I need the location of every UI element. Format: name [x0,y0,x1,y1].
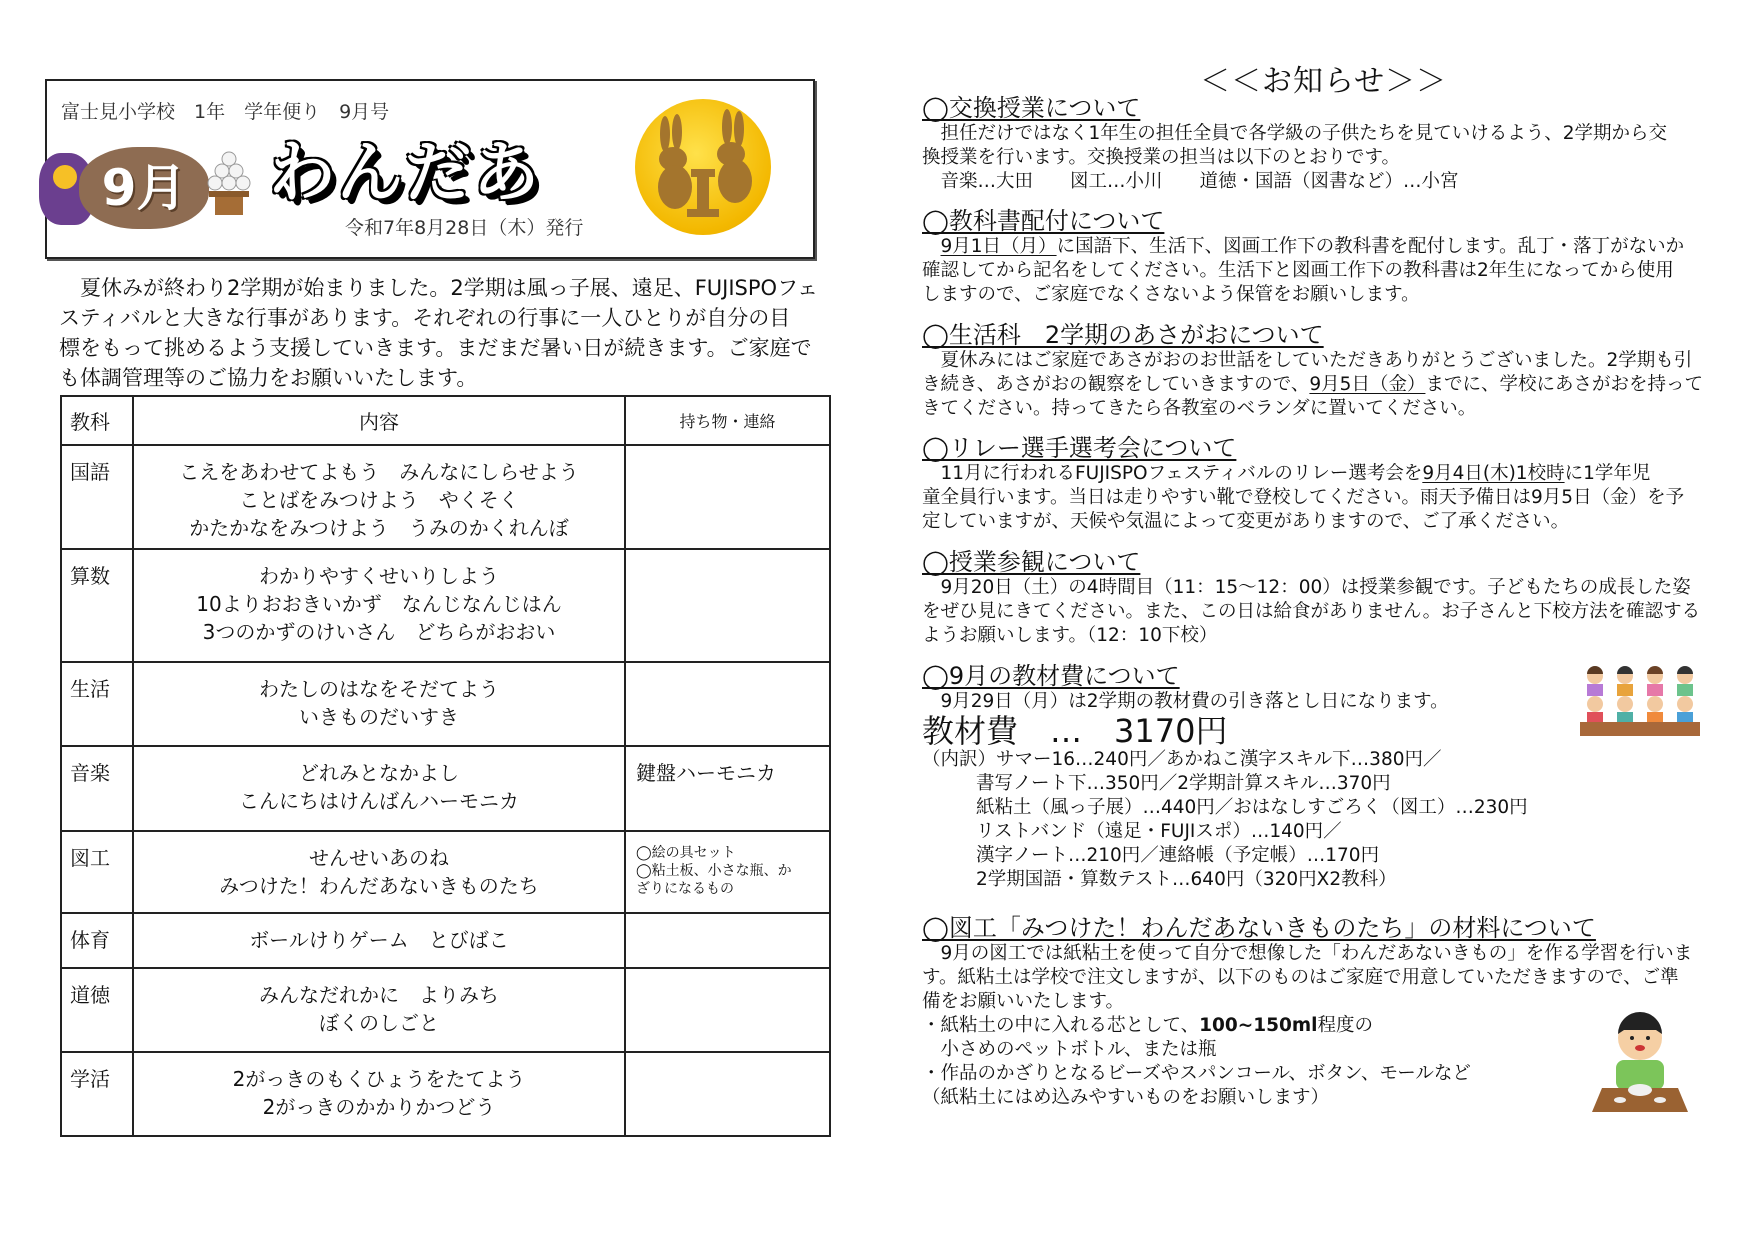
volume-highlight: 100~150ml [1199,1015,1318,1036]
tsukimi-dango-icon [207,149,251,219]
table-row [61,831,830,913]
text: に国語下、生活下、図画工作下の教科書を配付します。乱丁・落丁がないか [1056,236,1685,257]
text: 程度の [1317,1015,1374,1036]
section-heading [922,207,1712,235]
section-heading [922,321,1712,349]
body-line: 9月20日（土）の4時間目（11：15～12：00）は授業参観です。子どもたちの成長した姿 [922,577,1691,598]
content-line: ぼくのしごと [319,1011,439,1035]
body-line: しますので、ご家庭でなくさないよう保管をお願いします。 [922,284,1420,305]
notice-textbooks [922,207,1712,307]
date-highlight: 9月1日（月） [940,236,1057,257]
body-line: きてください。持ってきたら各教室のベランダに置いてください。 [922,398,1477,419]
issue-date: 令和7年8月28日（木）発行 [345,217,584,239]
body-line: 担任だけではなく1年生の担任全員で各学級の子供たちを見ていけるよう、2学期から交 [922,123,1668,144]
body-line: 夏休みにはご家庭であさがおのお世話をしていただきありがとうございました。2学期も引 [922,350,1693,371]
content-line: みつけた！わんだあないきものたち [219,874,539,898]
notice-relay-selection [922,434,1712,534]
note-line: ざりになるもの [636,881,734,897]
content-line: 3つのかずのけいさん どちらがおおい [202,620,556,644]
body-line: 確認してから記名をしてください。生活下と図画工作下の教科書は2年生になってから使用 [922,260,1674,281]
breakdown-line: 2学期国語・算数テスト…640円（320円X2教科） [976,869,1397,890]
table-row [61,445,830,549]
note-line: ◯粘土板、小さな瓶、か [636,863,792,879]
content-cell [133,1052,625,1136]
body-line: 備をお願いいたします。 [922,991,1125,1012]
intro-paragraph [59,273,859,393]
subject-cell: 道徳 [61,968,133,1052]
table-row [61,746,830,831]
heading-text: ◯9月の教材費について [922,662,1180,690]
heading-text: ◯生活科 2学期のあさがおについて [922,321,1324,349]
bullet-line: ・作品のかざりとなるビーズやスパンコール、ボタン、モールなど [922,1063,1471,1084]
body-line: 童全員行います。当日は走りやすい靴で登校してください。雨天予備日は9月5日（金）を予 [922,487,1685,508]
subject-cell: 生活 [61,662,133,746]
content-cell [133,746,625,831]
content-line: ボールけりゲーム とびばこ [249,928,509,952]
column-header-subject: 教科 [61,396,133,445]
body-line [922,462,1712,486]
notice-morning-glory [922,321,1712,421]
subject-cell: 算数 [61,549,133,662]
table-row [61,913,830,968]
content-cell [133,913,625,968]
table-row [61,1052,830,1136]
breakdown-line: 紙粘土（風っ子展）…440円／おはなしすごろく（図工）…230円 [976,797,1528,818]
intro-line: 標をもって挑めるよう支援していきます。まだまだ暑い日が続きます。ご家庭で [59,336,812,360]
content-line: こえをあわせてよもう みんなにしらせよう [179,460,579,484]
content-line: みんなだれかに よりみち [259,983,499,1007]
notes-cell [625,831,830,913]
notices-title: ＜＜お知らせ＞＞ [1200,64,1448,99]
text: までに、学校にあさがおを持って [1425,374,1703,395]
heading-text: ◯授業参観について [922,548,1141,576]
content-line: わたしのはなをそだてよう [259,677,499,701]
body-line: をぜひ見にきてください。また、この日は給食がありません。お子さんと下校方法を確認する [922,601,1701,622]
school-line: 富士見小学校 1年 学年便り 9月号 [61,101,390,123]
content-line: 2がっきのもくひょうをたてよう [232,1067,526,1091]
heading-text: ◯交換授業について [922,94,1141,122]
text: に1学年児 [1564,463,1651,484]
table-row [61,968,830,1052]
intro-line: 夏休みが終わり2学期が始まりました。2学期は風っ子展、遠足、FUJISPOフェ [59,276,819,300]
content-cell [133,831,625,913]
subject-cell: 学活 [61,1052,133,1136]
notes-cell [625,549,830,662]
fee-total: 教材費 … 3170円 [922,712,1228,750]
content-line: こんにちはけんばんハーモニカ [239,789,519,813]
content-line: せんせいあのね [309,846,449,870]
notes-cell [625,1052,830,1136]
body-line [922,373,1712,397]
section-heading [922,914,1712,942]
column-header-content: 内容 [133,396,625,445]
heading-text: ◯図工「みつけた！わんだあないきものたち」の材料について [922,914,1596,942]
heading-text: ◯リレー選手選考会について [922,434,1237,462]
notes-cell [625,968,830,1052]
notes-cell [625,913,830,968]
body-line: 9月29日（月）は2学期の教材費の引き落とし日になります。 [922,691,1449,712]
content-line: かたかなをみつけよう うみのかくれんぼ [189,516,569,540]
section-heading [922,94,1712,122]
section-heading [922,548,1712,576]
breakdown-line: 漢字ノート…210円／連絡帳（予定帳）…170円 [976,845,1380,866]
notes-cell [625,746,830,831]
subject-cell: 音楽 [61,746,133,831]
breakdown-line: 書写ノート下…350円／2学期計算スキル…370円 [976,773,1391,794]
body-line: 定していますが、天候や気温によって変更がありますので、ご了承ください。 [922,511,1570,532]
note-line: 鍵盤ハーモニカ [636,761,776,785]
content-line: 10よりおおきいかず なんじなんじはん [196,592,562,616]
bullet-line: 小さめのペットボトル、または瓶 [922,1039,1217,1060]
body-line [922,235,1712,259]
text: 11月に行われるFUJISPOフェスティバルのリレー選考会を [922,463,1423,484]
section-heading [922,434,1712,462]
text [922,236,941,257]
newsletter-header [45,79,815,259]
body-line: ようお願いします。（12：10下校） [922,625,1218,646]
content-cell [133,445,625,549]
classroom-children-icon [1580,664,1700,742]
monthly-schedule-table [60,395,831,1137]
intro-line: も体調管理等のご協力をお願いいたします。 [59,366,478,390]
month-badge-illustration [39,143,264,235]
content-line: 2がっきのかかりかつどう [262,1095,496,1119]
breakdown-line: （内訳）サマー16…240円／あかねこ漢字スキル下…380円／ [922,749,1442,770]
table-header-row [61,396,830,445]
content-cell [133,549,625,662]
body-line: 9月の図工では紙粘土を使って自分で想像した「わんだあないきもの」を作る学習を行いま [922,943,1693,964]
content-line: わかりやすくせいりしよう [259,564,499,588]
heading-text: ◯教科書配付について [922,207,1165,235]
subject-cell: 体育 [61,913,133,968]
body-line: 音楽…大田 図工…小川 道徳・国語（図書など）…小宮 [922,171,1459,192]
newsletter-title: わんだあ [269,134,541,211]
notes-cell [625,662,830,746]
date-highlight: 9月4日(木)1校時 [1422,463,1565,484]
content-cell [133,968,625,1052]
rabbit-icon [635,99,771,235]
text: き続き、あさがおの観察をしていきますので、 [922,374,1310,395]
column-header-notes: 持ち物・連絡 [625,396,830,445]
bullet-line: （紙粘土にはめ込みやすいものをお願いします） [922,1087,1330,1108]
moon-rabbits-illustration [635,99,771,235]
boy-with-clay-icon [1590,1010,1690,1115]
subject-cell: 国語 [61,445,133,549]
content-line: いきものだいすき [299,705,459,729]
intro-line: スティバルと大きな行事があります。それぞれの行事に一人ひとりが自分の目 [59,306,791,330]
table-row [61,662,830,746]
text: ・紙粘土の中に入れる芯として、 [922,1015,1200,1036]
content-line: どれみとなかよし [299,761,459,785]
content-line: ことばをみつけよう やくそく [239,488,519,512]
table-row [61,549,830,662]
date-highlight: 9月5日（金） [1309,374,1426,395]
content-cell [133,662,625,746]
notice-exchange-classes [922,94,1712,194]
note-line: ◯絵の具セット [636,845,736,861]
body-line: す。紙粘土は学校で注文しますが、以下のものはご家庭で用意していただきますので、ご準 [922,967,1679,988]
subject-cell: 図工 [61,831,133,913]
month-badge: 9月 [79,147,209,229]
notes-cell [625,445,830,549]
notice-open-class [922,548,1712,648]
breakdown-line: リストバンド（遠足・FUJIスポ）…140円／ [976,821,1342,842]
body-line: 換授業を行います。交換授業の担当は以下のとおりです。 [922,147,1401,168]
